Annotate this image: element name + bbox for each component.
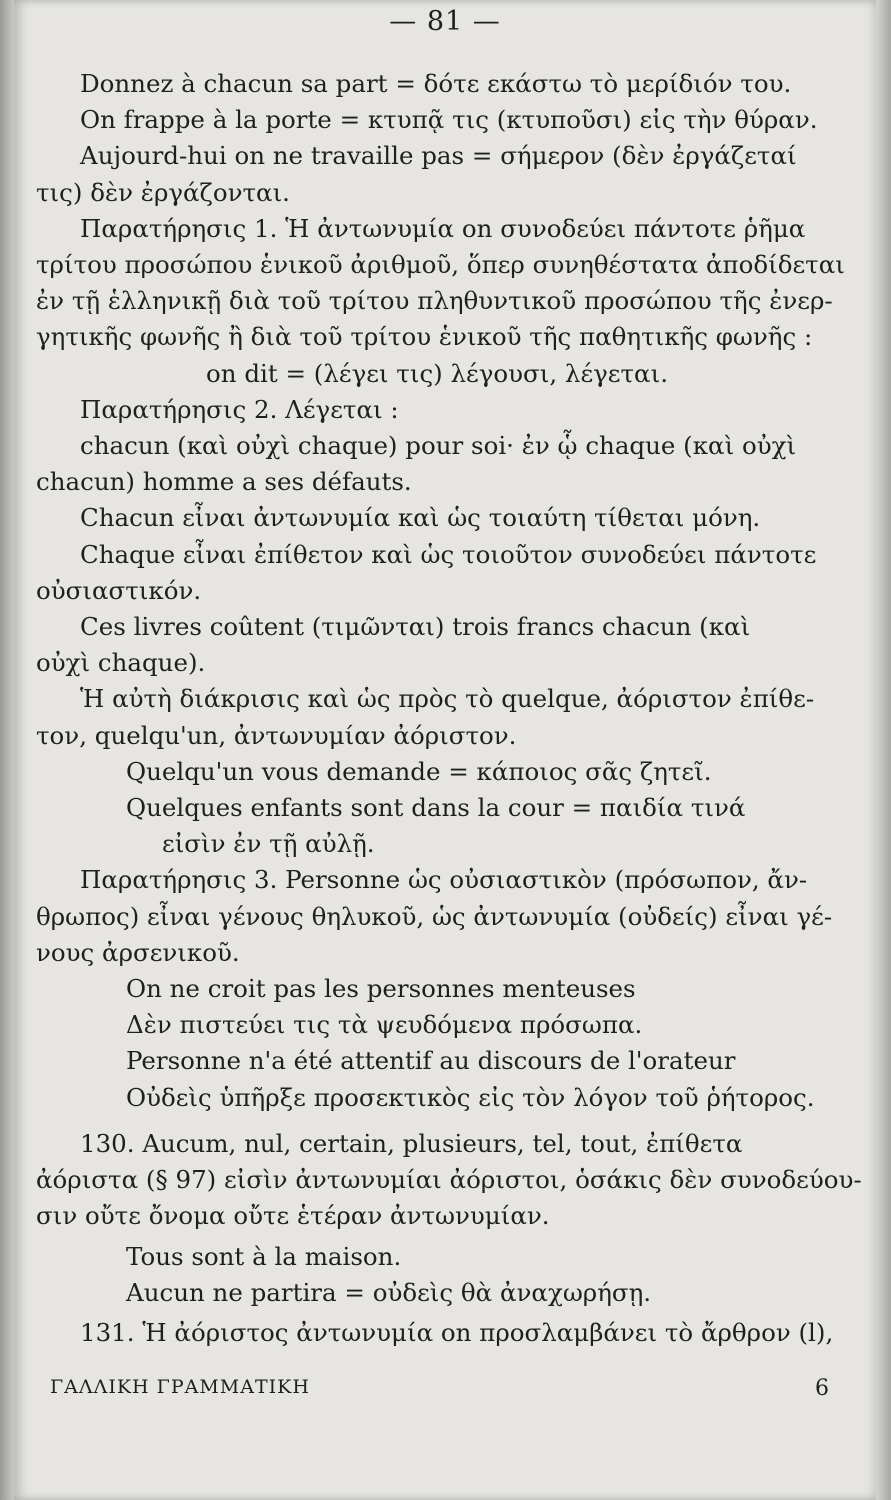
- text-line: Παρατήρησις 3. Personne ὡς οὐσιαστικὸν (πρόσωπον, ἄν-: [80, 865, 808, 895]
- text-line: Tous sont à la maison.: [126, 1241, 402, 1271]
- text-line: Aucun ne partira = οὐδεὶς θὰ ἀναχωρήσῃ.: [126, 1277, 652, 1307]
- text-line: Quelques enfants sont dans la cour = παιδία τινά: [126, 793, 746, 823]
- text-line: On frappe à la porte = κτυπᾷ τις (κτυποῦσι) εἰς τὴν θύραν.: [80, 105, 818, 135]
- text-line: νους ἀρσενικοῦ.: [36, 937, 240, 967]
- text-line: Quelqu'un vous demande = κάποιος σᾶς ζητεῖ.: [126, 756, 712, 786]
- signature-mark: 6: [815, 1376, 830, 1401]
- text-line: Personne n'a été attentif au discours de l'orateur: [126, 1046, 736, 1076]
- page-left-edge: [0, 0, 14, 1500]
- text-line: οὐσιαστικόν.: [36, 575, 202, 605]
- text-line: Παρατήρησις 2. Λέγεται :: [80, 394, 399, 424]
- text-line: Aujourd-hui on ne travaille pas = σήμερον (δὲν ἐργάζεταί: [80, 141, 797, 171]
- text-line: Chaque εἶναι ἐπίθετον καὶ ὡς τοιοῦτον συνοδεύει πάντοτε: [80, 539, 817, 569]
- text-line: σιν οὔτε ὄνομα οὔτε ἑτέραν ἀντωνυμίαν.: [36, 1201, 550, 1231]
- text-line: Ἡ αὐτὴ διάκρισις καὶ ὡς πρὸς τὸ quelque, ἀόριστον ἐπίθε-: [80, 684, 815, 714]
- text-line: τρίτου προσώπου ἑνικοῦ ἀριθμοῦ, ὅπερ συνηθέστατα ἀποδίδεται: [36, 250, 845, 280]
- text-line: Παρατήρησις 1. Ἡ ἀντωνυμία on συνοδεύει πάντοτε ῥῆμα: [80, 213, 806, 243]
- text-line: 131. Ἡ ἀόριστος ἀντωνυμία on προσλαμβάνει τὸ ἄρθρον (l),: [80, 1317, 834, 1347]
- text-line: Chacun εἶναι ἀντωνυμία καὶ ὡς τοιαύτη τίθεται μόνη.: [80, 503, 761, 533]
- text-line: οὐχὶ chaque).: [36, 648, 206, 678]
- page-text: [36, 66, 862, 1351]
- page-footer: [50, 1376, 830, 1401]
- text-line: On ne croit pas les personnes menteuses: [126, 974, 636, 1004]
- text-line: 130. Aucum, nul, certain, plusieurs, tel, tout, ἐπίθετα: [80, 1128, 743, 1158]
- text-line: τον, quelqu'un, ἀντωνυμίαν ἀόριστον.: [36, 720, 517, 750]
- text-line: γητικῆς φωνῆς ἢ διὰ τοῦ τρίτου ἑνικοῦ τῆς παθητικῆς φωνῆς :: [36, 322, 813, 352]
- text-line: Ces livres coûtent (τιμῶνται) trois francs chacun (καὶ: [80, 612, 751, 642]
- text-line: on dit = (λέγει τις) λέγουσι, λέγεται.: [206, 358, 668, 388]
- text-line: Donnez à chacun sa part = δότε εκάστω τὸ μερίδιόν του.: [80, 69, 792, 98]
- text-line: chacun (καὶ οὐχὶ chaque) pour soi· ἐν ᾧ chaque (καὶ οὐχὶ: [80, 431, 797, 461]
- page-number: — 81 —: [389, 6, 501, 37]
- text-line: chacun) homme a ses défauts.: [36, 467, 412, 497]
- running-footer-title: ΓΑΛΛΙΚΗ ΓΡΑΜΜΑΤΙΚΗ: [50, 1376, 310, 1398]
- page-right-edge: [876, 0, 891, 1500]
- text-line: εἰσὶν ἐν τῇ αὐλῇ.: [162, 829, 375, 859]
- text-line: ἐν τῇ ἑλληνικῇ διὰ τοῦ τρίτου πληθυντικοῦ προσώπου τῆς ἐνερ-: [36, 286, 833, 316]
- text-line: θρωπος) εἶναι γένους θηλυκοῦ, ὡς ἀντωνυμία (οὐδείς) εἶναι γέ-: [36, 901, 833, 931]
- text-line: τις) δὲν ἐργάζονται.: [36, 177, 290, 207]
- book-page: [14, 0, 876, 1500]
- text-line: Οὐδεὶς ὑπῆρξε προσεκτικὸς εἰς τὸν λόγον τοῦ ῥήτορος.: [126, 1082, 815, 1112]
- text-line: ἀόριστα (§ 97) εἰσὶν ἀντωνυμίαι ἀόριστοι, ὁσάκις δὲν συνοδεύου-: [36, 1165, 862, 1195]
- text-line: Δὲν πιστεύει τις τὰ ψευδόμενα πρόσωπα.: [126, 1010, 643, 1040]
